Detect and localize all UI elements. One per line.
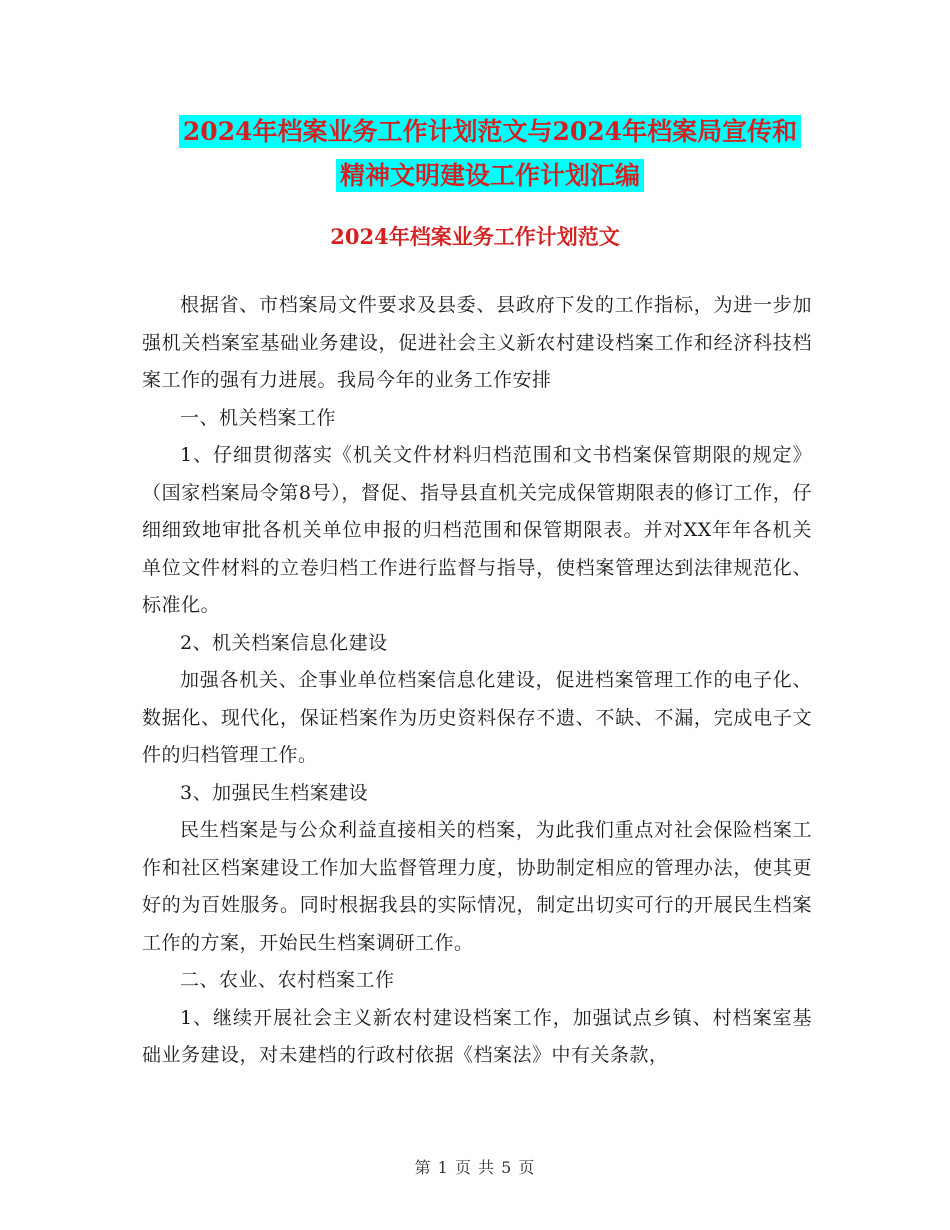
document-title (140, 110, 840, 198)
document-title-line-1: 2024年档案业务工作计划范文与2024年档案局宣传和 (179, 115, 801, 148)
paragraph-item-1-1: 1、仔细贯彻落实《机关文件材料归档范围和文书档案保管期限的规定》（国家档案局令第8号），督促、指导县直机关完成保管期限表的修订工作，仔细细致地审批各机关单位申报的归档范围和保管期限表。并对XX年年各机关单位文件材料的立卷归档工作进行监督与指导，使档案管理达到法律规范化、标准化。 (142, 444, 812, 616)
page-footer: 第 1 页 共 5 页 (414, 1158, 536, 1177)
section-title: 2024年档案业务工作计划范文 (330, 224, 620, 249)
heading-item-1-3: 3、加强民生档案建设 (180, 781, 369, 804)
paragraph-intro: 根据省、市档案局文件要求及县委、县政府下发的工作指标，为进一步加强机关档案室基础业务建设，促进社会主义新农村建设档案工作和经济科技档案工作的强有力进展。我局今年的业务工作安排 (142, 294, 812, 391)
paragraph-item-1-3: 民生档案是与公众利益直接相关的档案，为此我们重点对社会保险档案工作和社区档案建设工作加大监督管理力度，协助制定相应的管理办法，使其更好的为百姓服务。同时根据我县的实际情况，制定出切实可行的开展民生档案工作的方案，开始民生档案调研工作。 (142, 819, 812, 954)
heading-section-1: 一、机关档案工作 (180, 406, 337, 429)
paragraph-item-2-1: 1、继续开展社会主义新农村建设档案工作，加强试点乡镇、村档案室基础业务建设，对未建档的行政村依据《档案法》中有关条款， (142, 1006, 812, 1066)
paragraph-item-1-2: 加强各机关、企事业单位档案信息化建设，促进档案管理工作的电子化、数据化、现代化，保证档案作为历史资料保存不遗、不缺、不漏，完成电子文件的归档管理工作。 (142, 669, 812, 766)
heading-section-2: 二、农业、农村档案工作 (180, 969, 395, 991)
document-body (142, 287, 812, 1075)
heading-item-1-2: 2、机关档案信息化建设 (180, 631, 388, 654)
document-title-line-2: 精神文明建设工作计划汇编 (336, 159, 644, 192)
